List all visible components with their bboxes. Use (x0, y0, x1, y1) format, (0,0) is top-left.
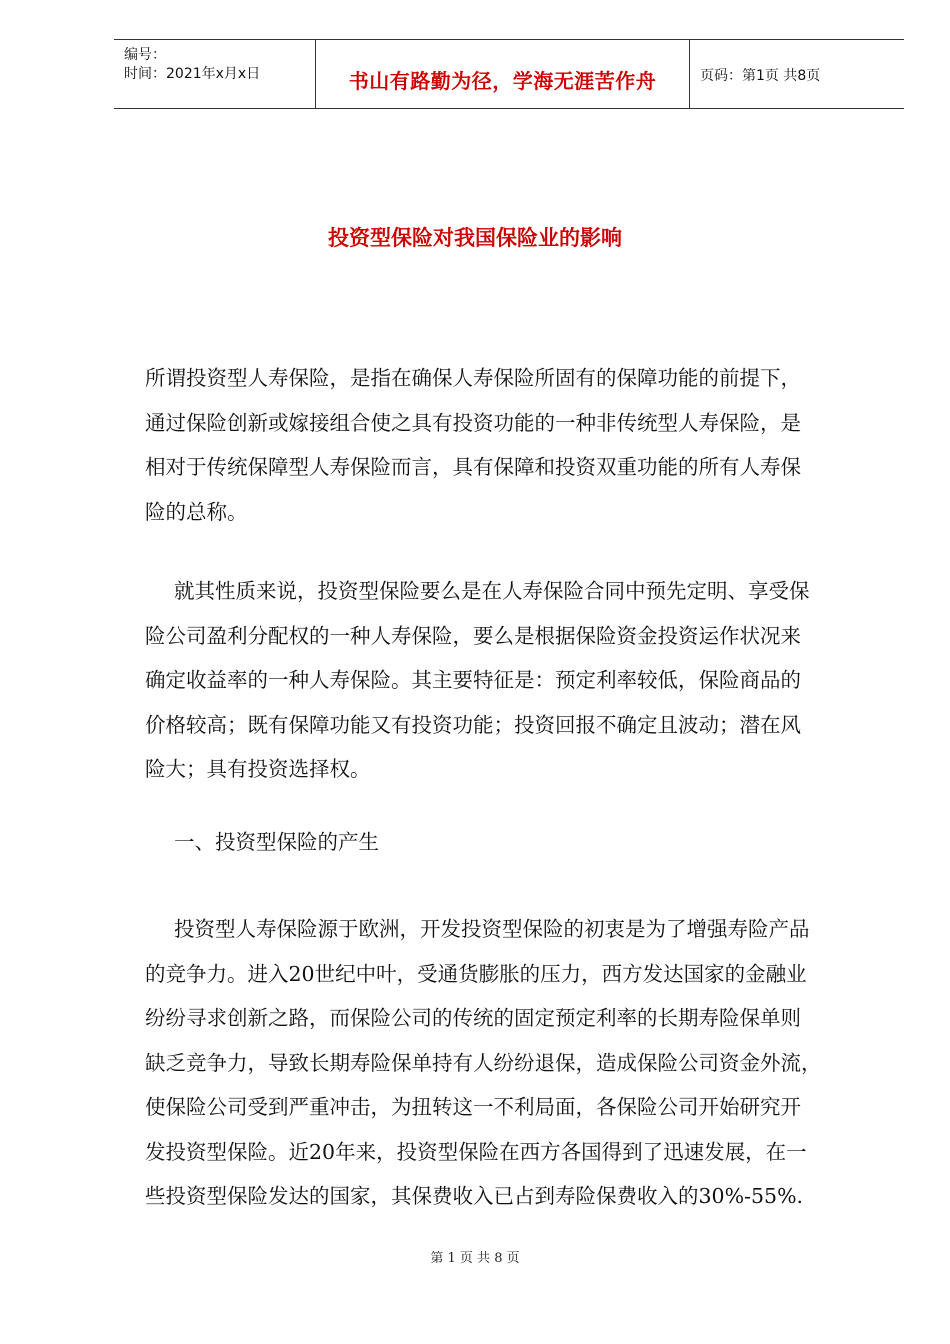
paragraph-line: 相对于传统保障型人寿保险而言，具有保障和投资双重功能的所有人寿保 (145, 455, 801, 479)
paragraph-line: 就其性质来说，投资型保险要么是在人寿保险合同中预先定明、享受保 (174, 579, 810, 603)
paragraph-line: 投资型人寿保险源于欧洲，开发投资型保险的初衷是为了增强寿险产品 (174, 917, 810, 941)
page-footer: 第 1 页 共 8 页 (430, 1251, 520, 1266)
header-motto-cell (316, 40, 690, 108)
paragraph-line: 些投资型保险发达的国家，其保费收入已占到寿险保费收入的30%-55%. (145, 1184, 804, 1208)
paragraph-line: 的竞争力。进入20世纪中叶，受通货膨胀的压力，西方发达国家的金融业 (145, 961, 807, 986)
paragraph-line: 险大；具有投资选择权。 (145, 757, 371, 781)
paragraph-definition (145, 356, 865, 534)
header-page-info: 页码：第1页 共8页 (700, 68, 821, 84)
paragraph-line: 价格较高；既有保障功能又有投资功能；投资回报不确定且波动；潜在风 (145, 712, 801, 737)
paragraph-line: 所谓投资型人寿保险，是指在确保人寿保险所固有的保障功能的前提下， (145, 366, 801, 390)
page-header (114, 39, 904, 109)
paragraph-line: 险的总称。 (145, 499, 248, 524)
paragraph-line: 确定收益率的一种人寿保险。其主要特征是：预定利率较低，保险商品的 (145, 668, 801, 692)
paragraph-nature (145, 569, 865, 792)
paragraph-line: 缺乏竞争力，导致长期寿险保单持有人纷纷退保，造成保险公司资金外流， (145, 1050, 822, 1075)
document-title: 投资型保险对我国保险业的影响 (328, 225, 622, 250)
paragraph-line: 使保险公司受到严重冲击，为扭转这一不利局面，各保险公司开始研究开 (145, 1095, 801, 1119)
header-page-cell (690, 40, 904, 108)
paragraph-line: 险公司盈利分配权的一种人寿保险，要么是根据保险资金投资运作状况来 (145, 623, 801, 648)
section-heading: 一、投资型保险的产生 (174, 830, 379, 854)
header-motto: 书山有路勤为径，学海无涯苦作舟 (348, 69, 657, 93)
header-meta-cell (114, 40, 316, 108)
paragraph-line: 通过保险创新或嫁接组合使之具有投资功能的一种非传统型人寿保险，是 (145, 410, 801, 435)
document-date-label: 时间：2021年x月x日 (124, 66, 261, 82)
paragraph-line: 发投资型保险。近20年来，投资型保险在西方各国得到了迅速发展，在一 (145, 1139, 807, 1164)
paragraph-line: 纷纷寻求创新之路，而保险公司的传统的固定预定利率的长期寿险保单则 (145, 1006, 801, 1030)
paragraph-origin (145, 907, 865, 1219)
document-number-label: 编号： (124, 47, 166, 63)
